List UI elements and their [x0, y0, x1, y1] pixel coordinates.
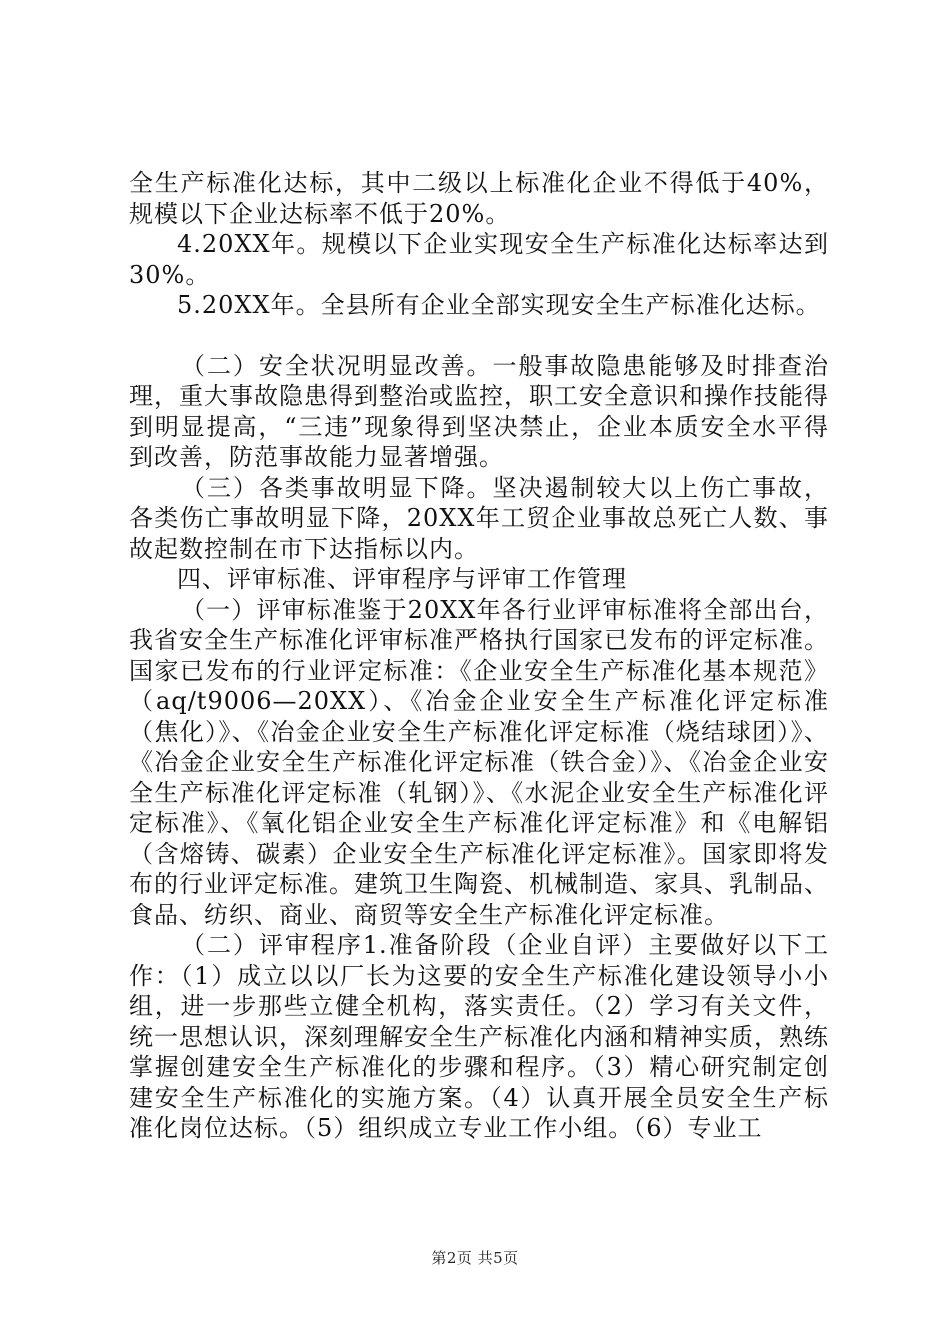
page-number-footer: 第2页 共5页: [431, 1249, 519, 1267]
paragraph-item-5: 5.20XX年。全县所有企业全部实现安全生产标准化达标。: [177, 291, 821, 319]
section-heading-review: 四、评审标准、评审程序与评审工作管理: [177, 565, 627, 593]
document-body: [129, 168, 829, 1144]
paragraph-spacer: [129, 321, 829, 351]
paragraph-safety-improvement: （二）安全状况明显改善。一般事故隐患能够及时排查治理，重大事故隐患得到整治或监控，职工安全意识和操作技能得到明显提高，“三违”现象得到坚决禁止，企业本质安全水平得到改善，防范事故能力显著增强。: [129, 351, 829, 471]
paragraph-review-procedure: （二）评审程序1.准备阶段（企业自评）主要做好以下工作：（1）成立以以厂长为这要的安全生产标准化建设领导小小组，进一步那些立健全机构，落实责任。（2）学习有关文件，统一思想认识，深刻理解安全生产标准化内涵和精神实质，熟练掌握创建安全生产标准化的步骤和程序。（3）精心研究制定创建安全生产标准化的实施方案。（4）认真开展全员安全生产标准化岗位达标。（5）组织成立专业工作小组。（6）专业工: [129, 931, 829, 1142]
paragraph-standardization-target: 全生产标准化达标，其中二级以上标准化企业不得低于40%，规模以下企业达标率不低于20%。: [129, 169, 829, 228]
paragraph-item-4: 4.20XX年。规模以下企业实现安全生产标准化达标率达到30%。: [129, 230, 829, 289]
paragraph-review-standards: （一）评审标准鉴于20XX年各行业评审标准将全部出台，我省安全生产标准化评审标准严格执行国家已发布的评定标准。国家已发布的行业评定标准：《企业安全生产标准化基本规范》（aq/t9006—20XX）、《冶金企业安全生产标准化评定标准（焦化）》、《冶金企业安全生产标准化评定标准（烧结球团）》、《冶金企业安全生产标准化评定标准（铁合金）》、《冶金企业安全生产标准化评定标准（轧钢）》、《水泥企业安全生产标准化评定标准》、《氧化铝企业安全生产标准化评定标准》和《电解铝（含熔铸、碳素）企业安全生产标准化评定标准》。国家即将发布的行业评定标准。建筑卫生陶瓷、机械制造、家具、乳制品、食品、纺织、商业、商贸等安全生产标准化评定标准。: [129, 595, 829, 929]
paragraph-accident-decline: （三）各类事故明显下降。坚决遏制较大以上伤亡事故，各类伤亡事故明显下降，20XX年工贸企业事故总死亡人数、事故起数控制在市下达指标以内。: [129, 473, 829, 563]
